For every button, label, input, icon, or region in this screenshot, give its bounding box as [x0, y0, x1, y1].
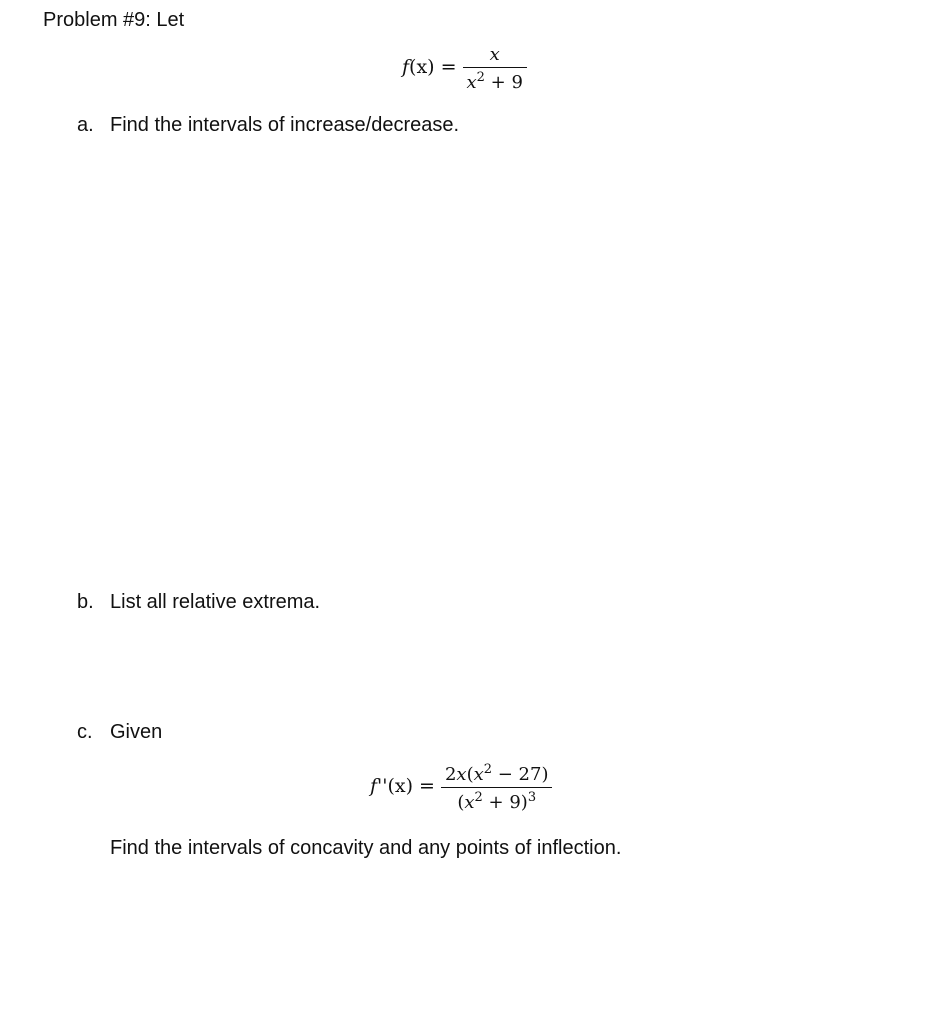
- equation1-numerator: x: [489, 44, 500, 65]
- part-a-label: a.: [77, 114, 94, 136]
- equation2-fraction: [441, 762, 553, 813]
- equation2-lhs: f''(x): [370, 775, 414, 797]
- problem-header: [43, 6, 184, 34]
- part-c-text: Given: [110, 721, 163, 743]
- part-b-text: List all relative extrema.: [110, 591, 321, 613]
- equation1-fraction: [463, 44, 527, 93]
- part-c-followup: Find the intervals of concavity and any points of inflection.: [110, 837, 622, 859]
- second-derivative: [370, 762, 552, 813]
- equation2-numerator: $2x(x^2 - 27)$: [444, 762, 549, 785]
- part-a-text: Find the intervals of increase/decrease.: [110, 114, 460, 136]
- problem-number: Problem #9:: [43, 9, 151, 31]
- equation1-lhs: f(x): [402, 56, 435, 78]
- equation2-denominator: $(x^2 + 9)^3$: [457, 790, 537, 813]
- equation1-denominator: $x^2 + 9$: [466, 70, 523, 93]
- part-b-label: b.: [77, 591, 94, 613]
- equation1-equals: =: [440, 56, 457, 78]
- part-c-label: c.: [77, 721, 93, 743]
- equation2-equals: =: [419, 775, 435, 797]
- problem-intro: Let: [156, 9, 185, 31]
- function-definition: [402, 44, 527, 93]
